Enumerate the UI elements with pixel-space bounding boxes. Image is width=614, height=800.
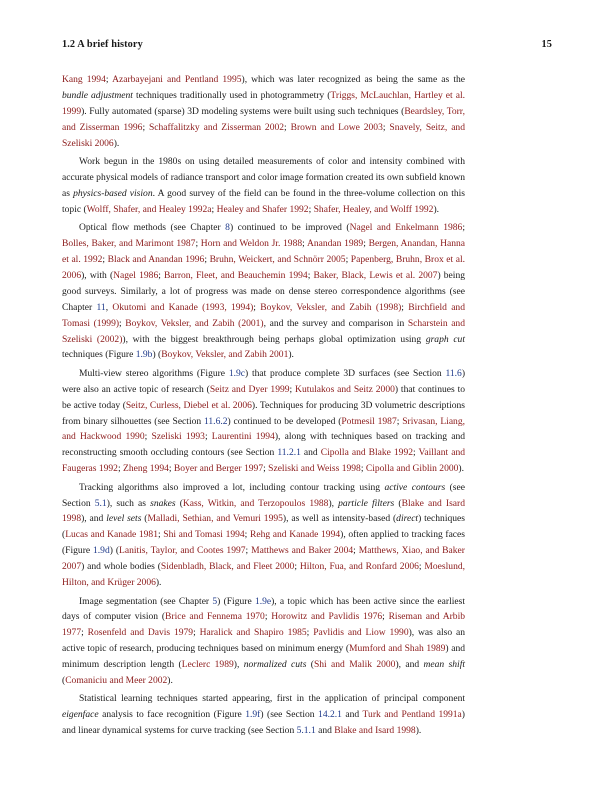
text-run: ), often applied to tracking faces (Figure xyxy=(62,529,466,557)
cross-reference-link[interactable]: 11.2.1 xyxy=(277,447,301,459)
citation-link[interactable]: Leclerc 1989 xyxy=(181,659,234,671)
paragraph xyxy=(62,72,465,152)
citation-link[interactable]: Zheng 1994 xyxy=(123,463,169,475)
citation-link[interactable]: Blake and Isard 1998 xyxy=(334,725,416,737)
text-run: ), xyxy=(328,497,339,509)
text-run: ; xyxy=(105,74,113,85)
citation-link[interactable]: Schaffalitzky and Zisserman 2002 xyxy=(148,121,285,133)
text-run: ; xyxy=(462,222,465,234)
citation-link[interactable]: Triggs, McLauchlan, Hartley et al. 1999 xyxy=(62,89,465,117)
citation-link[interactable]: Nagel 1986 xyxy=(113,269,159,281)
paragraph xyxy=(62,594,465,689)
text-run: ; xyxy=(360,463,366,475)
text-run: ( xyxy=(62,675,66,687)
citation-link[interactable]: Scharstein and Szeliski (2002) xyxy=(62,317,465,345)
text-run: ), with the biggest breakthrough being perhaps global optimization using xyxy=(122,333,426,345)
citation-link[interactable]: Brice and Fennema 1970 xyxy=(165,611,265,623)
citation-link[interactable]: Matthews, Xiao, and Baker 2007 xyxy=(62,545,465,573)
paragraph xyxy=(62,154,465,218)
citation-link[interactable]: Horn and Weldon Jr. 1988 xyxy=(200,238,303,250)
text-run: ) ( xyxy=(109,545,119,557)
emphasized-term: snakes xyxy=(150,497,176,509)
text-run: ; xyxy=(211,203,217,215)
text-run: ; xyxy=(382,121,390,133)
text-run: ; xyxy=(117,463,123,475)
citation-link[interactable]: Sidenbladh, Black, and Fleet 2000 xyxy=(160,561,295,573)
paragraph xyxy=(62,480,465,591)
text-run: ). xyxy=(167,675,173,687)
text-run: ; xyxy=(144,431,152,443)
text-run: and xyxy=(341,709,363,721)
cross-reference-link[interactable]: 1.9c xyxy=(228,367,245,379)
cross-reference-link[interactable]: 5.1 xyxy=(94,497,107,509)
text-run: ) and minimum description length ( xyxy=(62,643,465,671)
text-run: Work begun in the 1980s on using detailed measurements of color and intensity combined with accurate physical models of radiance transport and color image formation created its own subfield known as xyxy=(62,156,465,199)
emphasized-term: mean shift xyxy=(423,659,466,671)
cross-reference-link[interactable]: 11 xyxy=(96,301,106,313)
text-run: (see Section xyxy=(62,481,465,509)
citation-link[interactable]: Pavlidis and Liow 1990 xyxy=(313,627,409,639)
paragraph xyxy=(62,366,465,477)
text-run: ), xyxy=(233,659,244,671)
citation-link[interactable]: Azarbayejani and Pentland 1995 xyxy=(112,74,242,85)
text-run: ). Techniques for producing 3D volumetric descriptions from binary silhouettes (see Section xyxy=(62,399,465,427)
citation-link[interactable]: Vaillant and Faugeras 1992 xyxy=(62,447,466,475)
citation-link[interactable]: Lucas and Kanade 1981 xyxy=(65,529,158,541)
text-run: ( xyxy=(175,497,183,509)
text-run: ) that continues to be active today ( xyxy=(62,383,465,411)
citation-link[interactable]: Bolles, Baker, and Marimont 1987 xyxy=(62,238,196,250)
cross-reference-link[interactable]: 1.9f xyxy=(245,709,261,721)
text-run: ) and linear dynamical systems for curve tracking (see Section xyxy=(62,709,465,737)
citation-link[interactable]: Black and Anandan 1996 xyxy=(107,253,205,265)
text-run: ; xyxy=(157,529,164,541)
citation-link[interactable]: Lanitis, Taylor, and Cootes 1997 xyxy=(119,545,246,557)
emphasized-term: particle filters xyxy=(338,497,395,509)
text-run: ) ( xyxy=(152,349,162,361)
text-run: ). xyxy=(433,203,440,215)
text-run: ; xyxy=(264,611,272,623)
citation-link[interactable]: Wolff, Shafer, and Healey 1992a xyxy=(86,203,212,215)
text-run: Tracking algorithms also improved a lot, including contour tracking using xyxy=(79,481,385,493)
text-run: ; xyxy=(308,203,314,215)
text-run: ( xyxy=(306,659,314,671)
cross-reference-link[interactable]: 11.6.2 xyxy=(203,415,228,427)
text-run: and xyxy=(315,725,335,737)
text-run: ; xyxy=(102,253,108,265)
emphasized-term: direct xyxy=(396,513,419,525)
text-run: ), as well as intensity-based ( xyxy=(282,513,397,525)
citation-link[interactable]: Turk and Pentland 1991a xyxy=(362,709,462,721)
text-run: ), with ( xyxy=(81,269,114,281)
text-run: ). xyxy=(288,349,294,361)
text-run: ) continued to be developed ( xyxy=(227,415,342,427)
citation-link[interactable]: Barron, Fleet, and Beauchemin 1994 xyxy=(164,269,308,281)
text-run: ), was also an active topic of research, producing techniques based on minimum energy ( xyxy=(62,627,466,655)
text-run: ; xyxy=(142,121,149,133)
text-run: and xyxy=(300,447,321,459)
text-run: , xyxy=(105,301,113,313)
text-run: ; xyxy=(307,269,314,281)
text-run: ; xyxy=(306,627,314,639)
citation-link[interactable]: Cipolla and Blake 1992 xyxy=(320,447,414,459)
text-run: ; xyxy=(401,301,409,313)
section-title: 1.2 A brief history xyxy=(62,39,143,50)
citation-link[interactable]: Nagel and Enkelmann 1986 xyxy=(349,222,463,234)
cross-reference-link[interactable]: 1.9e xyxy=(254,595,272,607)
text-run: , and the survey and comparison in xyxy=(263,317,408,329)
text-run: ), which was later recognized as being the same as the xyxy=(241,74,465,85)
text-run: ; xyxy=(81,627,88,639)
text-run: ), a topic which has been active since the earliest days of computer vision ( xyxy=(62,595,465,623)
cross-reference-link[interactable]: 5.1.1 xyxy=(296,725,316,737)
text-run: ), and xyxy=(395,659,424,671)
text-run: ) that produce complete 3D surfaces (see Section xyxy=(245,367,446,379)
citation-link[interactable]: Shafer, Healey, and Wolff 1992 xyxy=(313,203,434,215)
text-run: ). xyxy=(155,577,162,589)
text-run: ; xyxy=(294,561,300,573)
text-run: techniques (Figure xyxy=(62,349,136,361)
paragraph xyxy=(62,220,465,363)
cross-reference-link[interactable]: 11.6 xyxy=(445,367,462,379)
text-run: ) continued to be improved ( xyxy=(229,222,350,234)
citation-link[interactable]: Snavely, Seitz, and Szeliski 2006 xyxy=(62,121,465,149)
citation-link[interactable]: Anandan 1989 xyxy=(306,238,364,250)
citation-link[interactable]: Hilton, Fua, and Ronfard 2006 xyxy=(299,561,419,573)
citation-link[interactable]: Laurentini 1994 xyxy=(211,431,275,443)
citation-link[interactable]: Seitz and Dyer 1999 xyxy=(209,383,290,395)
citation-link[interactable]: Cipolla and Giblin 2000 xyxy=(365,463,459,475)
cross-reference-link[interactable]: 1.9b xyxy=(135,349,153,361)
citation-link[interactable]: Bergen, Anandan, Hanna et al. 1992 xyxy=(62,238,465,265)
citation-link[interactable]: Boykov, Veksler, and Zabih 2001 xyxy=(161,349,289,361)
text-run: ; xyxy=(363,238,369,250)
text-run: ). Fully automated (sparse) 3D modeling systems were built using such techniques ( xyxy=(81,105,405,117)
text-run: ; xyxy=(244,529,250,541)
citation-link[interactable]: Baker, Black, Lewis et al. 2007 xyxy=(313,269,438,281)
emphasized-term: level sets xyxy=(106,513,142,525)
text-run: ; xyxy=(263,463,269,475)
paragraph xyxy=(62,691,465,739)
emphasized-term: physics-based vision xyxy=(73,187,153,199)
text-run: Optical flow methods (see Chapter xyxy=(79,222,226,234)
text-run: ; xyxy=(119,317,126,329)
citation-link[interactable]: Kutulakos and Seitz 2000 xyxy=(295,383,395,395)
emphasized-term: normalized cuts xyxy=(243,659,307,671)
text-run: ( xyxy=(141,513,148,525)
running-header xyxy=(62,39,552,50)
text-run: ; xyxy=(193,627,200,639)
text-run: ). xyxy=(415,725,422,737)
text-run: ) (see Section xyxy=(260,709,319,721)
text-run: . A good survey of the field can be found in the three-volume collection on this topic ( xyxy=(62,187,465,215)
citation-link[interactable]: Papenberg, Bruhn, Brox et al. 2006 xyxy=(62,253,466,281)
citation-link[interactable]: Rehg and Kanade 1994 xyxy=(249,529,341,541)
citation-link[interactable]: Rosenfeld and Davis 1979 xyxy=(87,627,194,639)
text-run: ), such as xyxy=(106,497,151,509)
body-text xyxy=(62,72,465,739)
citation-link[interactable]: Malladi, Sethian, and Vemuri 1995 xyxy=(147,513,283,525)
text-run: Statistical learning techniques started appearing, first in the application of principal component xyxy=(79,693,465,705)
text-run: ; xyxy=(253,301,261,313)
text-run: ; xyxy=(302,238,307,250)
text-run: ). xyxy=(113,137,120,149)
citation-link[interactable]: Szeliski 1993 xyxy=(151,431,205,443)
text-run: ) (Figure xyxy=(217,595,255,607)
emphasized-term: bundle adjustment xyxy=(62,89,133,101)
citation-link[interactable]: Boykov, Veksler, and Zabih (1998) xyxy=(260,301,402,313)
citation-link[interactable]: Okutomi and Kanade (1993, 1994) xyxy=(112,301,254,313)
emphasized-term: eigenface xyxy=(62,709,99,721)
cross-reference-link[interactable]: 14.2.1 xyxy=(318,709,342,721)
text-run: ; xyxy=(345,253,351,265)
text-run: ). xyxy=(458,463,464,475)
text-run: ) were also an active topic of research ( xyxy=(62,367,465,395)
citation-link[interactable]: Blake and Isard 1998 xyxy=(62,497,465,525)
text-run: Image segmentation (see Chapter xyxy=(79,595,213,607)
text-run: ; xyxy=(158,269,165,281)
text-run: ; xyxy=(195,238,201,250)
citation-link[interactable]: Boykov, Veksler, and Zabih (2001) xyxy=(125,317,264,329)
text-run: ), and xyxy=(81,513,107,525)
citation-link[interactable]: Shi and Malik 2000 xyxy=(313,659,396,671)
citation-link[interactable]: Kass, Witkin, and Terzopoulos 1988 xyxy=(182,497,329,509)
text-run: ; xyxy=(168,463,174,475)
text-run: Multi-view stereo algorithms (Figure xyxy=(79,367,229,379)
citation-link[interactable]: Bruhn, Weickert, and Schnörr 2005 xyxy=(209,253,346,265)
text-run: ; xyxy=(204,253,210,265)
citation-link[interactable]: Horowitz and Pavlidis 1976 xyxy=(271,611,383,623)
citation-link[interactable]: Boyer and Berger 1997 xyxy=(173,463,264,475)
text-run: ) being good surveys. Similarly, a lot of progress was made on dense stereo correspondence algorithms (see Chapter xyxy=(62,269,465,313)
cross-reference-link[interactable]: 1.9d xyxy=(93,545,110,557)
page-number: 15 xyxy=(541,39,552,50)
citation-link[interactable]: Potmesil 1987 xyxy=(341,415,397,427)
citation-link[interactable]: Mumford and Shah 1989 xyxy=(349,643,446,655)
emphasized-term: active contours xyxy=(384,481,446,493)
citation-link[interactable]: Riseman and Arbib 1977 xyxy=(62,611,465,639)
text-run: ; xyxy=(396,415,403,427)
text-run: ) techniques ( xyxy=(62,513,465,541)
text-run: ; xyxy=(382,611,389,623)
cross-reference-link[interactable]: 5 xyxy=(212,595,218,607)
citation-link[interactable]: Comaniciu and Meer 2002 xyxy=(65,675,168,687)
emphasized-term: graph cut xyxy=(425,333,465,345)
text-run: ; xyxy=(284,121,291,133)
citation-link[interactable]: Healey and Shafer 1992 xyxy=(216,203,309,215)
text-run: ; xyxy=(418,561,425,573)
citation-link[interactable]: Srivasan, Liang, and Hackwood 1990 xyxy=(62,415,465,443)
text-run: ; xyxy=(289,383,296,395)
citation-link[interactable]: Shi and Tomasi 1994 xyxy=(163,529,245,541)
citation-link[interactable]: Birchfield and Tomasi (1999) xyxy=(62,301,465,329)
citation-link[interactable]: Seitz, Curless, Diebel et al. 2006 xyxy=(125,399,252,411)
citation-link[interactable]: Brown and Lowe 2003 xyxy=(290,121,383,133)
text-run: ; xyxy=(413,447,419,459)
text-run: ( xyxy=(394,497,402,509)
citation-link[interactable]: Kang 1994 xyxy=(62,74,106,85)
citation-link[interactable]: Szeliski and Weiss 1998 xyxy=(268,463,361,475)
citation-link[interactable]: Moeslund, Hilton, and Krüger 2006 xyxy=(62,561,465,589)
text-run: ; xyxy=(204,431,212,443)
citation-link[interactable]: Matthews and Baker 2004 xyxy=(251,545,354,557)
citation-link[interactable]: Beardsley, Torr, and Zisserman 1996 xyxy=(62,105,465,133)
text-run: ) and whole bodies ( xyxy=(81,561,161,573)
text-run: analysis to face recognition (Figure xyxy=(98,709,246,721)
text-run: ; xyxy=(353,545,359,557)
citation-link[interactable]: Haralick and Shapiro 1985 xyxy=(199,627,307,639)
text-run: ; xyxy=(245,545,252,557)
text-run: ), along with techniques based on tracking and reconstructing smooth occluding contours (see Section xyxy=(62,431,466,459)
cross-reference-link[interactable]: 8 xyxy=(225,222,230,234)
text-run: techniques traditionally used in photogrammetry ( xyxy=(132,89,331,101)
